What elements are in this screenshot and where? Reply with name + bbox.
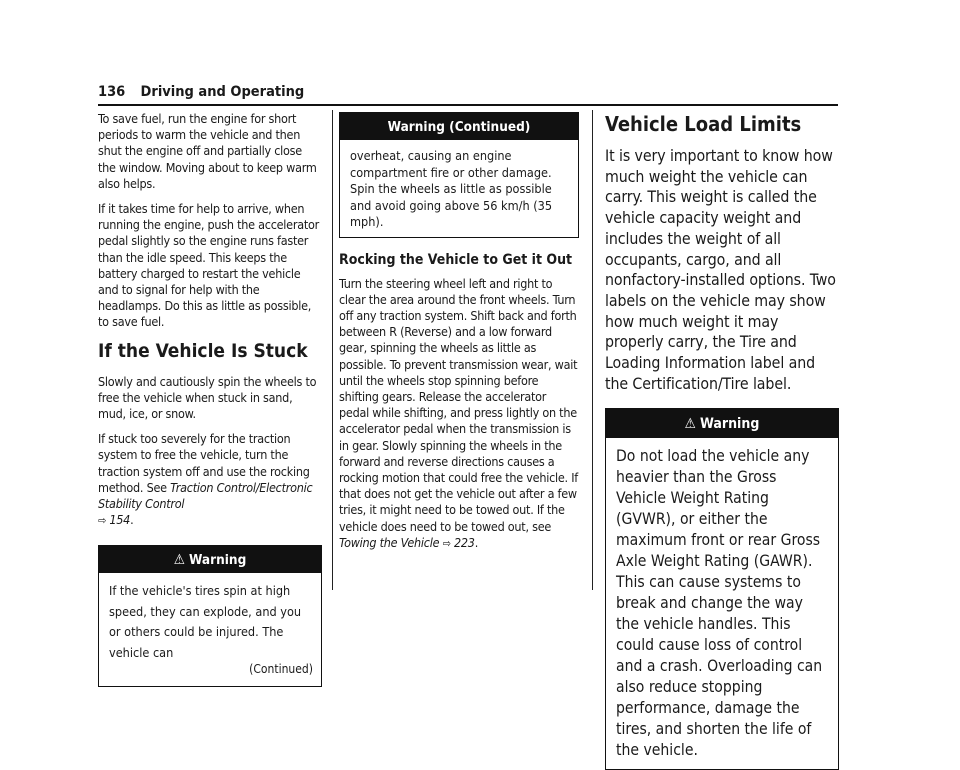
warning-body: Do not load the vehicle any heavier than the Gross Vehicle Weight Rating (GVWR), or either the maximum front or rear Gross Axle Weight Rating (GAWR). This can cause systems to break and change the way the vehicle handles. This could cause loss of control and a crash. Overloading can also reduce stopping performance, damage the tires, and shorten the life of the vehicle. — [616, 447, 823, 760]
warning-title: Warning — [699, 416, 760, 433]
section-heading: If the Vehicle Is Stuck — [98, 339, 308, 362]
warning-title-bar: Warning (Continued) — [340, 113, 578, 140]
column-divider-1 — [332, 110, 333, 590]
paragraph — [339, 276, 579, 552]
paragraph: If it takes time for help to arrive, when running the engine, push the accelerator pedal slightly so the engine runs faster than the idle speed. This keeps the battery charged to restart the vehicle and to signal for help with the headlamps. Do this as little as possible, to save fuel. — [98, 201, 320, 330]
warning-title-bar — [99, 546, 321, 573]
column-divider-2 — [592, 110, 593, 590]
page-header — [98, 84, 304, 100]
period: . — [474, 534, 479, 550]
subheading: Rocking the Vehicle to Get it Out — [339, 251, 573, 268]
cross-reference-link[interactable]: Towing the Vehicle — [339, 534, 440, 550]
warning-title-bar — [606, 409, 838, 438]
warning-box — [605, 408, 839, 770]
section-heading: Vehicle Load Limits — [605, 112, 802, 136]
warning-title: Warning — [189, 552, 247, 569]
paragraph — [98, 431, 322, 529]
warning-box — [98, 545, 322, 687]
page-arrow-icon: ⇨ — [442, 536, 451, 550]
period: . — [130, 512, 134, 528]
paragraph: Slowly and cautiously spin the wheels to free the vehicle when stuck in sand, mud, ice, or snow. — [98, 373, 317, 422]
paragraph: To save fuel, run the engine for short periods to warm the vehicle and then shut the engine off and partially close the window. Moving about to keep warm also helps. — [98, 111, 317, 191]
page-number: 136 — [98, 84, 126, 100]
header-rule — [98, 104, 838, 106]
paragraph: It is very important to know how much weight the vehicle can carry. This weight is called the vehicle capacity weight and includes the weight of all occupants, cargo, and all nonfactory-installed options. Two labels on the vehicle may show how much weight it may properly carry, the Tire and Loading Information label and the Certification/Tire label. — [605, 146, 836, 393]
continued-label: (Continued) — [249, 662, 313, 677]
warning-triangle-icon: ⚠ — [684, 416, 696, 433]
warning-text: If the vehicle's tires spin at high speed, they can explode, and you or others could be injured. The vehicle can — [109, 583, 302, 660]
cross-reference-link[interactable]: Traction Control/Electronic Stability Control — [98, 479, 313, 512]
page-arrow-icon: ⇨ — [98, 514, 107, 528]
warning-triangle-icon: ⚠ — [173, 552, 186, 569]
warning-body: overheat, causing an engine compartment fire or other damage. Spin the wheels as little as possible and avoid going above 56 km/h (35 mph). — [350, 148, 553, 229]
page-reference[interactable]: 223 — [453, 534, 475, 550]
column-2 — [339, 112, 579, 561]
column-3 — [605, 110, 839, 770]
paragraph-text: Turn the steering wheel left and right to clear the area around the front wheels. Turn off any traction system. Shift back and forth between R (Reverse) and a low forward gear, spinning the wheels as little as possible. To prevent transmission wear, wait until the wheels stop spinning before shifting gears. Release the accelerator pedal while shifting, and press lightly on the accelerator pedal when the transmission is in gear. Slowly spinning the wheels in the forward and reverse directions causes a rocking motion that could free the vehicle. If that does not get the vehicle out after a few tries, it might need to be towed out. If the vehicle does need to be towed out, see — [339, 275, 578, 534]
section-title: Driving and Operating — [140, 84, 305, 100]
warning-box-continued — [339, 112, 579, 238]
column-1 — [98, 111, 322, 687]
page-reference[interactable]: 154 — [109, 512, 131, 528]
paragraph-text: If stuck too severely for the traction system to free the vehicle, turn the traction system off and use the rocking method. See — [98, 431, 310, 495]
warning-body — [99, 573, 321, 686]
